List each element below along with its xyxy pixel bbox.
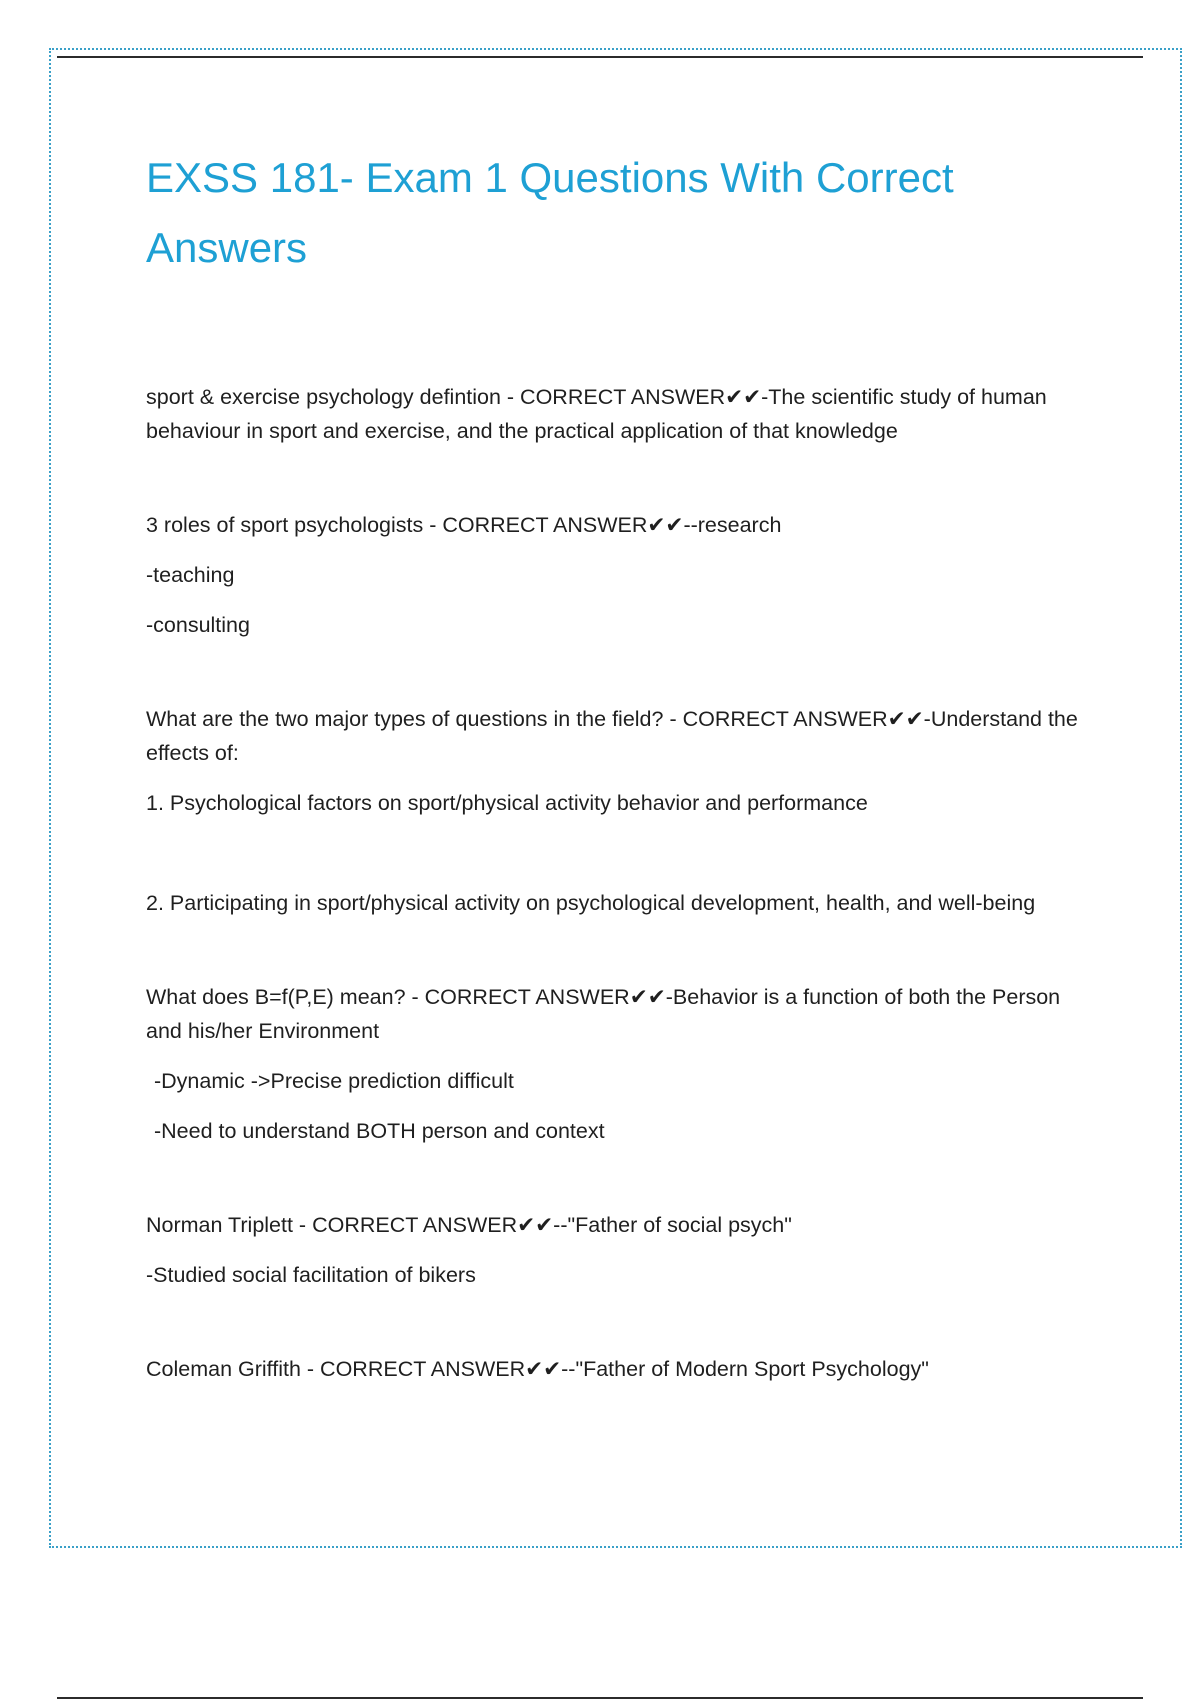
qa-item-5-line-1: -Studied social facilitation of bikers <box>146 1263 476 1287</box>
qa-item-3-line-1: 1. Psychological factors on sport/physical activity behavior and performance <box>146 791 868 815</box>
qa-item-1: sport & exercise psychology defintion - CORRECT ANSWER✔✔-The scientific study of human behaviour in sport and exercise, and the practical application of that knowledge <box>146 385 1047 443</box>
header-rule <box>57 56 1143 58</box>
qa-item-2: 3 roles of sport psychologists - CORRECT ANSWER✔✔--research <box>146 513 782 537</box>
document-body <box>146 380 1086 1386</box>
qa-item-5: Norman Triplett - CORRECT ANSWER✔✔--"Father of social psych" <box>146 1213 792 1237</box>
qa-item-4: What does B=f(P,E) mean? - CORRECT ANSWER✔✔-Behavior is a function of both the Person and his/her Environment <box>146 985 1061 1043</box>
qa-item-6: Coleman Griffith - CORRECT ANSWER✔✔--"Father of Modern Sport Psychology" <box>146 1357 929 1381</box>
document-title: EXSS 181- Exam 1 Questions With Correct Answers <box>146 154 954 271</box>
qa-item-2-line-2: -consulting <box>146 613 250 637</box>
qa-item-2-line-1: -teaching <box>146 563 235 587</box>
qa-item-3: What are the two major types of questions in the field? - CORRECT ANSWER✔✔-Understand the effects of: <box>146 707 1078 765</box>
qa-item-4-line-1: -Dynamic ->Precise prediction difficult <box>154 1069 514 1093</box>
footer-rule <box>57 1697 1143 1699</box>
qa-item-3-line-2: 2. Participating in sport/physical activity on psychological development, health, and well-being <box>146 891 1036 915</box>
qa-item-4-line-2: -Need to understand BOTH person and context <box>154 1119 605 1143</box>
